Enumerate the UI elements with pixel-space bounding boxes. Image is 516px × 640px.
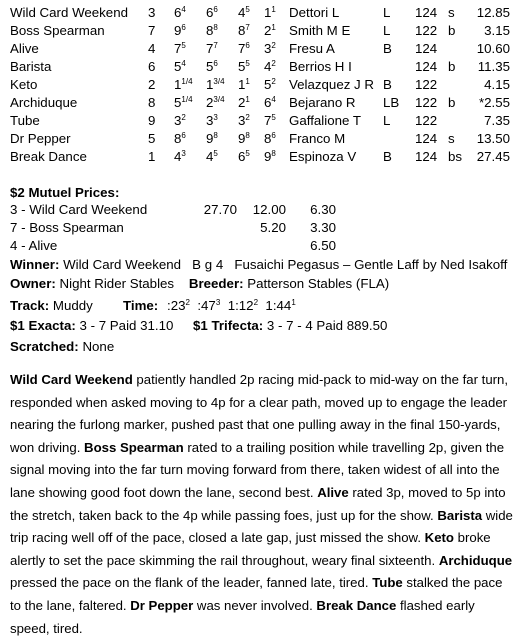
result-row: [0, 58, 516, 76]
mutuel-label: 4 - Alive: [10, 238, 58, 253]
mutuel-place: 5.20: [260, 220, 286, 235]
call-margin: 1: [271, 23, 276, 32]
track-label: Track:: [10, 298, 50, 313]
result-pp: 7: [148, 23, 156, 38]
call-position: [238, 40, 250, 58]
call-position: [174, 148, 186, 166]
call-position: [238, 148, 250, 166]
comment-horse: Alive: [317, 484, 349, 500]
comment-text: pressed the pace on the flank of the leader, fanned late, tired.: [10, 575, 373, 591]
call-position: [174, 130, 186, 148]
result-med: B: [383, 77, 392, 92]
call-position: [206, 148, 218, 166]
result-jockey: Gaffalione T: [289, 113, 361, 128]
call-pos: 8: [174, 131, 182, 146]
time-values: [167, 296, 296, 316]
call-position: [174, 40, 186, 58]
mutuel-show: 6.50: [310, 238, 336, 253]
call-margin: 1: [245, 95, 250, 104]
call-pos: 1: [206, 77, 214, 92]
comment-text: rated to a trailing position while travelling 2p, given the signal moving into the far turn moving forward from there, taken widest of all into the lane showing good foot down the lane, second best.: [10, 439, 505, 500]
comment-horse: Barista: [437, 507, 483, 523]
call-pos: 5: [238, 59, 246, 74]
result-row: [0, 22, 516, 40]
call-pos: 6: [238, 149, 246, 164]
call-margin: 5: [245, 5, 250, 14]
result-med: B: [383, 41, 392, 56]
owner-line: [10, 274, 389, 294]
mutuel-place: 12.00: [252, 202, 286, 217]
mutuel-row: [0, 201, 516, 219]
winner-desc: B g 4: [192, 257, 224, 272]
call-pos: 5: [264, 77, 272, 92]
call-position: [174, 112, 186, 130]
mutuel-win: 27.70: [203, 202, 237, 217]
result-jockey: Fresu A: [289, 41, 335, 56]
result-odds: 10.60: [476, 41, 510, 56]
race-comments: [10, 369, 515, 640]
call-pos: 4: [206, 149, 214, 164]
call-margin: 5: [213, 149, 218, 158]
result-jockey: Bejarano R: [289, 95, 356, 110]
comment-horse: Boss Spearman: [84, 439, 184, 455]
comment-horse: Keto: [424, 530, 454, 546]
mutuel-row: [0, 237, 516, 255]
comment-text: broke alertly to set the pace skimming the rail throughout, weary final sixteenth.: [10, 530, 491, 568]
scratched-label: Scratched:: [10, 339, 79, 354]
call-position: [264, 22, 276, 40]
result-wt: 124: [415, 131, 438, 146]
call-position: [238, 94, 250, 112]
result-eq: s: [448, 5, 455, 20]
call-margin: 8: [245, 131, 250, 140]
result-wt: 124: [415, 59, 438, 74]
call-pos: 7: [264, 113, 272, 128]
call-margin: 6: [245, 41, 250, 50]
result-odds: 27.45: [476, 149, 510, 164]
result-jockey: Smith M E: [289, 23, 351, 38]
call-margin: 6: [213, 59, 218, 68]
call-margin: 4: [181, 5, 186, 14]
call-position: [264, 58, 276, 76]
call-pos: 7: [238, 41, 246, 56]
comment-text: flashed early speed, tired.: [10, 597, 475, 636]
call-pos: 7: [206, 41, 214, 56]
call-margin: 2: [245, 113, 250, 122]
call-position: [206, 22, 218, 40]
mutuel-label: 3 - Wild Card Weekend: [10, 202, 148, 217]
result-eq: b: [448, 95, 456, 110]
result-horse: Archiduque: [10, 95, 78, 110]
comment-horse: Wild Card Weekend: [10, 372, 133, 387]
breeder-label: Breeder:: [188, 276, 244, 291]
call-position: [206, 94, 225, 112]
comment-text: wide trip racing well off of the pace, closed a late gap, just missed the show.: [10, 507, 513, 546]
call-pos: 5: [174, 59, 182, 74]
call-position: [264, 148, 276, 166]
winner-label: Winner:: [10, 257, 60, 272]
call-pos: 3: [264, 41, 272, 56]
call-margin: 2: [181, 113, 186, 122]
mutuel-show: 3.30: [310, 220, 336, 235]
call-position: [238, 4, 250, 22]
result-med: L: [383, 5, 391, 20]
comment-horse: Break Dance: [316, 597, 397, 613]
result-horse: Barista: [10, 59, 52, 74]
call-position: [206, 40, 218, 58]
winner-line: [10, 255, 507, 275]
call-margin: 1: [271, 5, 276, 14]
result-horse: Tube: [10, 113, 40, 128]
call-position: [174, 76, 193, 94]
winner-pedigree: Fusaichi Pegasus – Gentle Laff by Ned Isakoff: [234, 257, 508, 272]
result-pp: 1: [148, 149, 156, 164]
call-margin: 1/4: [181, 77, 193, 86]
comment-text: patiently handled 2p racing mid-pack to mid-way on the far turn, responded when asked moving to 4p for a clear path, moved up to engage the leader nearing the furlong marker, pushed past that one pulling away in the final 150-yards, won driving.: [10, 372, 509, 455]
result-med: L: [383, 113, 391, 128]
result-pp: 9: [148, 113, 156, 128]
call-pos: 2: [238, 95, 246, 110]
result-odds: *2.55: [478, 95, 510, 110]
track-value: Muddy: [52, 298, 93, 313]
call-pos: 1: [264, 5, 272, 20]
call-position: [206, 130, 218, 148]
call-margin: 6: [181, 131, 186, 140]
call-margin: 2: [271, 59, 276, 68]
result-row: [0, 76, 516, 94]
result-horse: Boss Spearman: [10, 23, 105, 38]
call-margin: 4: [181, 59, 186, 68]
call-pos: 9: [264, 149, 272, 164]
call-margin: 3/4: [213, 77, 225, 86]
result-pp: 2: [148, 77, 156, 92]
call-margin: 1: [245, 77, 250, 86]
exotics-line: [10, 316, 388, 336]
call-position: [238, 22, 250, 40]
comment-text: rated 3p, moved to 5p into the stretch, taken back to the 4p while passing foes, just up for the show.: [10, 484, 506, 523]
call-position: [264, 130, 276, 148]
call-margin: 2: [271, 77, 276, 86]
call-margin: 7: [213, 41, 218, 50]
result-pp: 4: [148, 41, 156, 56]
winner-name: Wild Card Weekend: [63, 257, 182, 272]
result-wt: 122: [415, 113, 438, 128]
call-pos: 3: [238, 113, 246, 128]
call-pos: 9: [174, 23, 182, 38]
call-position: [238, 112, 250, 130]
call-margin: 1/4: [181, 95, 193, 104]
exacta-value: 3 - 7 Paid 31.10: [79, 318, 174, 333]
call-position: [206, 112, 218, 130]
mutuel-label: 7 - Boss Spearman: [10, 220, 124, 235]
call-pos: 9: [238, 131, 246, 146]
result-odds: 7.35: [484, 113, 510, 128]
comments-paragraph: [10, 369, 515, 640]
comment-text: stalked the pace to the lane, faltered.: [10, 575, 503, 613]
result-pp: 5: [148, 131, 156, 146]
comment-horse: Tube: [372, 575, 403, 591]
result-row: [0, 4, 516, 22]
scratched-line: [10, 337, 114, 357]
call-margin: 5: [181, 41, 186, 50]
result-med: LB: [383, 95, 400, 110]
call-position: [264, 94, 276, 112]
call-pos: 8: [238, 23, 246, 38]
result-pp: 6: [148, 59, 156, 74]
time-half: $:47^3$: [197, 298, 221, 313]
result-jockey: Franco M: [289, 131, 346, 146]
call-margin: 8: [213, 131, 218, 140]
result-odds: 4.15: [484, 77, 510, 92]
result-pp: 3: [148, 5, 156, 20]
call-pos: 1: [174, 77, 182, 92]
call-pos: 2: [206, 95, 214, 110]
mutuel-show: 6.30: [310, 202, 336, 217]
call-margin: 6: [213, 5, 218, 14]
result-horse: Dr Pepper: [10, 131, 71, 146]
call-position: [206, 76, 225, 94]
call-pos: 8: [264, 131, 272, 146]
call-margin: 3: [213, 113, 218, 122]
scratched-value: None: [82, 339, 115, 354]
time-label: Time:: [123, 298, 159, 313]
call-position: [264, 4, 276, 22]
call-position: [238, 76, 250, 94]
result-row: [0, 40, 516, 58]
result-med: L: [383, 23, 391, 38]
result-horse: Keto: [10, 77, 38, 92]
owner-value: Night Rider Stables: [59, 276, 175, 291]
exacta-label: $1 Exacta:: [10, 318, 76, 333]
call-pos: 6: [206, 5, 214, 20]
call-pos: 7: [174, 41, 182, 56]
call-pos: 4: [238, 5, 246, 20]
trifecta-value: 3 - 7 - 4 Paid 889.50: [266, 318, 388, 333]
call-pos: 8: [206, 23, 214, 38]
call-position: [206, 4, 218, 22]
result-jockey: Espinoza V: [289, 149, 357, 164]
call-margin: 8: [213, 23, 218, 32]
mutuel-heading: $2 Mutuel Prices:: [10, 185, 120, 200]
result-wt: 122: [415, 23, 438, 38]
time-three-quarters: $1:12^2$: [227, 298, 259, 313]
call-pos: 3: [174, 113, 182, 128]
result-wt: 122: [415, 95, 438, 110]
call-position: [174, 58, 186, 76]
trifecta-label: $1 Trifecta:: [193, 318, 264, 333]
time-final: $1:44^1$: [265, 298, 296, 313]
mutuel-row: [0, 219, 516, 237]
call-margin: 5: [245, 149, 250, 158]
result-row: [0, 94, 516, 112]
result-eq: b: [448, 23, 456, 38]
call-margin: 6: [271, 131, 276, 140]
comment-horse: Dr Pepper: [130, 597, 194, 613]
result-wt: 124: [415, 5, 438, 20]
call-pos: 2: [264, 23, 272, 38]
call-margin: 7: [245, 23, 250, 32]
result-jockey: Velazquez J R: [289, 77, 375, 92]
time-quarter: $:23^2$: [167, 298, 190, 313]
result-med: B: [383, 149, 392, 164]
call-position: [264, 40, 276, 58]
call-position: [238, 130, 250, 148]
call-pos: 3: [206, 113, 214, 128]
call-margin: 2: [271, 41, 276, 50]
result-odds: 3.15: [484, 23, 510, 38]
result-eq: bs: [448, 149, 463, 164]
call-pos: 5: [174, 95, 182, 110]
result-wt: 124: [415, 149, 438, 164]
call-margin: 5: [271, 113, 276, 122]
call-position: [238, 58, 250, 76]
call-position: [264, 112, 276, 130]
result-pp: 8: [148, 95, 156, 110]
call-pos: 6: [264, 95, 272, 110]
call-pos: 9: [206, 131, 214, 146]
call-position: [174, 94, 193, 112]
call-position: [206, 58, 218, 76]
result-horse: Break Dance: [10, 149, 87, 164]
call-pos: 1: [238, 77, 246, 92]
call-margin: 5: [245, 59, 250, 68]
result-eq: b: [448, 59, 456, 74]
breeder-value: Patterson Stables (FLA): [247, 276, 390, 291]
call-margin: 3/4: [213, 95, 225, 104]
result-odds: 11.35: [477, 59, 510, 74]
comment-horse: Archiduque: [438, 552, 513, 568]
result-wt: 124: [415, 41, 438, 56]
result-horse: Wild Card Weekend: [10, 5, 128, 20]
call-position: [174, 22, 186, 40]
owner-label: Owner:: [10, 276, 56, 291]
track-line: [10, 296, 296, 316]
result-eq: s: [448, 131, 455, 146]
call-position: [174, 4, 186, 22]
call-pos: 5: [206, 59, 214, 74]
call-margin: 6: [181, 23, 186, 32]
result-row: [0, 112, 516, 130]
result-jockey: Berrios H I: [289, 59, 352, 74]
result-horse: Alive: [10, 41, 39, 56]
result-row: [0, 148, 516, 166]
call-margin: 3: [181, 149, 186, 158]
call-pos: 4: [174, 149, 182, 164]
call-margin: 4: [271, 95, 276, 104]
result-jockey: Dettori L: [289, 5, 340, 20]
result-odds: 13.50: [476, 131, 510, 146]
trifecta: [193, 316, 387, 336]
call-pos: 6: [174, 5, 182, 20]
result-row: [0, 130, 516, 148]
result-odds: 12.85: [476, 5, 510, 20]
call-position: [264, 76, 276, 94]
call-margin: 8: [271, 149, 276, 158]
call-pos: 4: [264, 59, 272, 74]
comment-text: was never involved.: [193, 597, 317, 613]
result-wt: 122: [415, 77, 438, 92]
